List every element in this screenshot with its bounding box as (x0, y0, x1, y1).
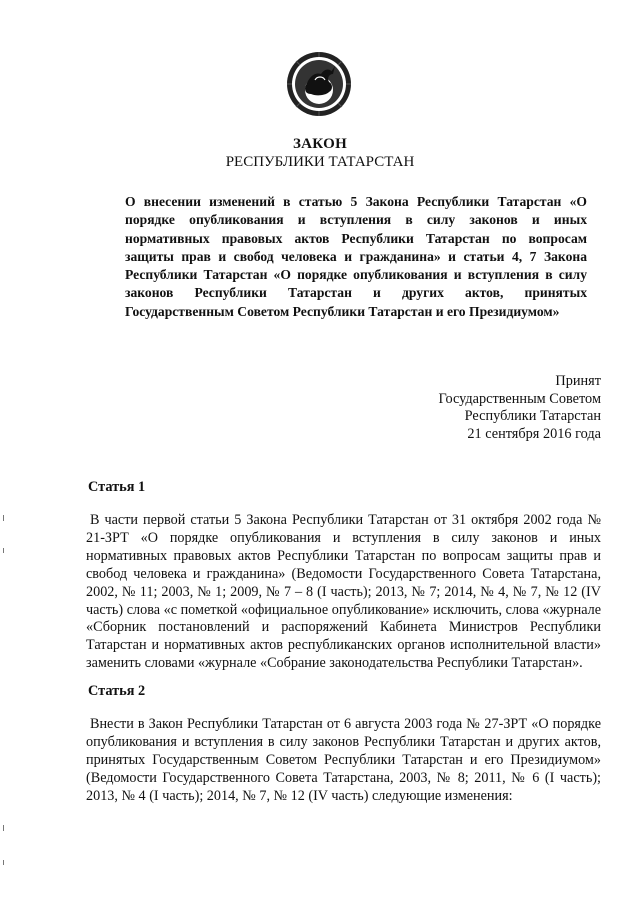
margin-mark (3, 515, 4, 521)
margin-mark (3, 825, 4, 831)
article-1-text: В части первой статьи 5 Закона Республики Татарстан от 31 октября 2002 года № 21-ЗРТ «О порядке опубликования и вступления в силу законов и иных нормативных правовых актов Республики Татарстан по вопросам защиты прав и свобод человека и гражданина» (Ведомости Государственного Совета Татарстана, 2002, № 11; 2003, № 1; 2009, № 7 – 8 (I часть); 2013, № 7; 2014, № 4, № 7, № 12 (IV часть) слова «с пометкой «официальное опубликование» исключить, слова «журнале «Сборник постановлений и распоряжений Кабинета Министров Республики Татарстан и нормативных актов республиканских органов исполнительной власти» заменить словами «журнале «Собрание законодательства Республики Татарстан». (86, 512, 601, 672)
law-subject: О внесении изменений в статью 5 Закона Республики Татарстан «О порядке опубликования и вступления в силу законов и иных нормативных правовых актов Республики Татарстан по вопросам защиты прав и свобод человека и гражданина» и статьи 4, 7 Закона Республики Татарстан «О порядке опубликования и вступления в силу законов Республики Татарстан и других актов, принятых Государственным Советом Республики Татарстан и его Президиумом» (125, 194, 587, 319)
coat-of-arms-emblem-icon (285, 50, 353, 118)
law-title: ЗАКОН (292, 136, 348, 152)
article-1-heading: Статья 1 (88, 479, 146, 495)
adoption-block (438, 373, 601, 444)
margin-mark (3, 860, 4, 865)
adoption-line-3: Республики Татарстан (464, 408, 601, 425)
law-subtitle: РЕСПУБЛИКИ ТАТАРСТАН (225, 154, 415, 170)
adoption-line-1: Принят (555, 373, 601, 389)
adoption-date: 21 сентября 2016 года (467, 426, 601, 443)
article-2-text: Внести в Закон Республики Татарстан от 6 августа 2003 года № 27-ЗРТ «О порядке опубликования и вступления в силу законов Республики Татарстан и других актов, принятых Государственным Советом Республики Татарстан и его Президиумом» (Ведомости Государственного Совета Татарстана, 2003, № 8; 2011, № 6 (I часть); 2013, № 4 (I часть); 2014, № 7, № 12 (IV часть) следующие изменения: (86, 716, 601, 804)
article-2-heading: Статья 2 (88, 683, 146, 699)
margin-mark (3, 548, 4, 553)
adoption-line-2: Государственным Советом (438, 390, 601, 407)
